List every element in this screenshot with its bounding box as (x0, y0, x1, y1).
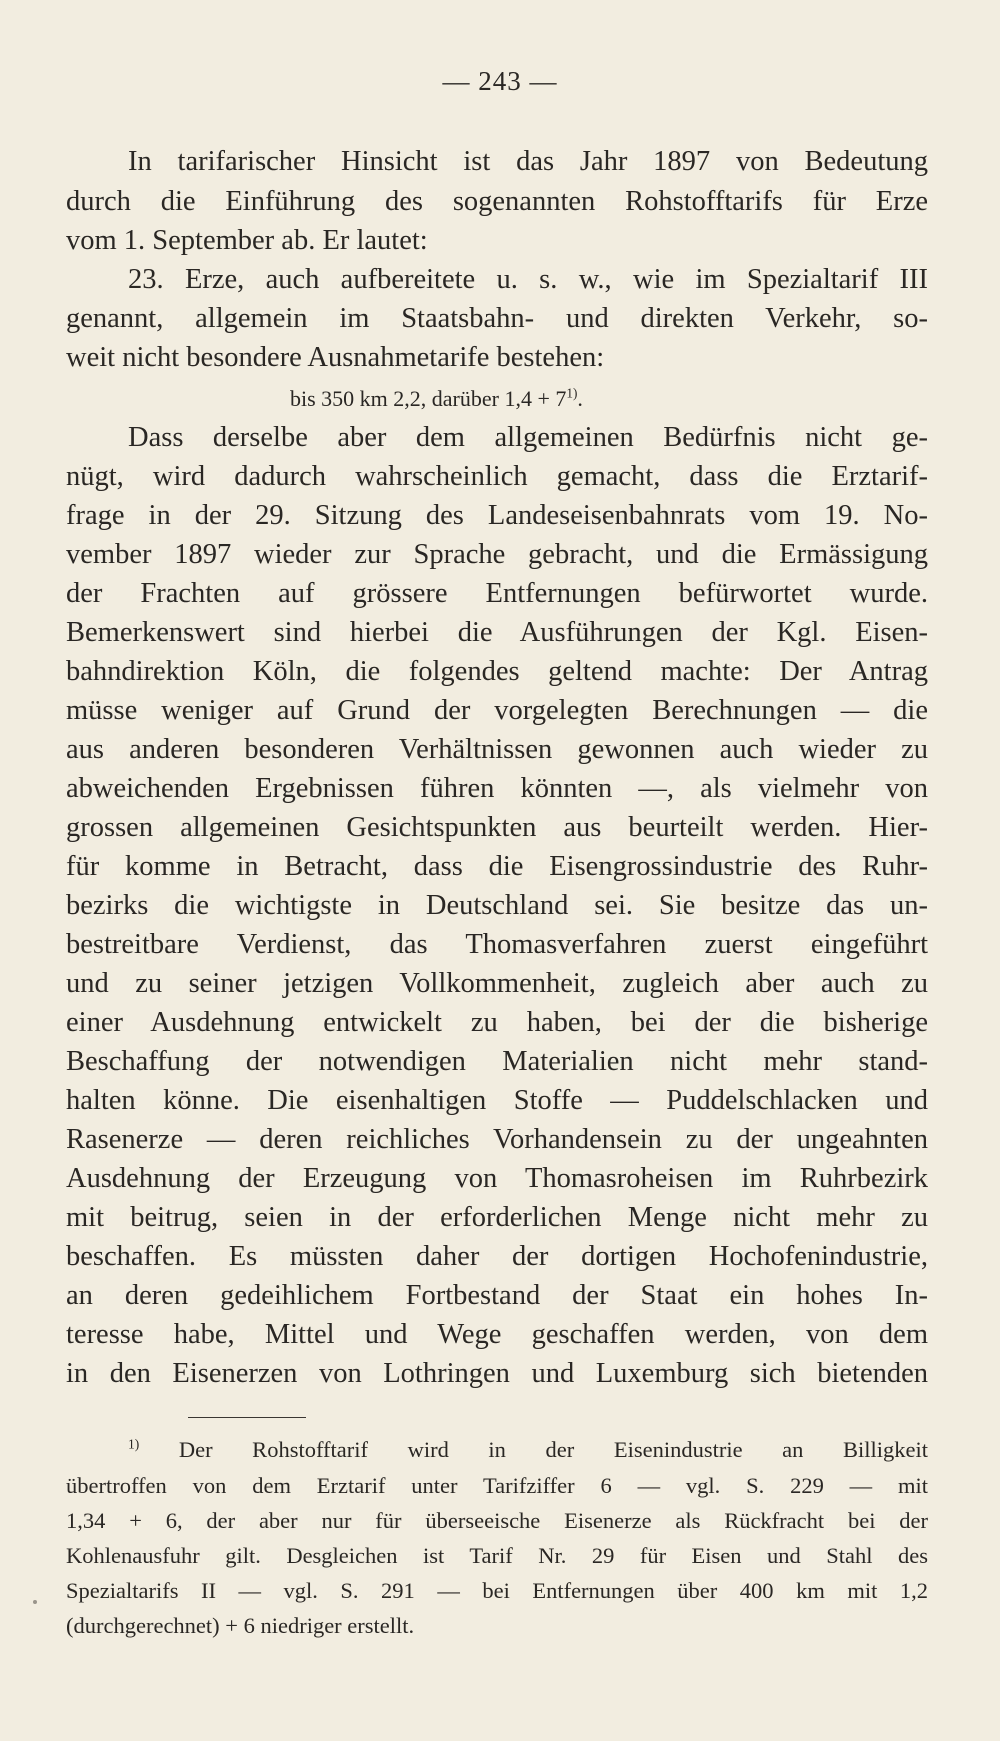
body-line: 23. Erze, auch aufbereitete u. s. w., wie im Spezialtarif III (128, 264, 928, 295)
body-line: mit beitrug, seien in der erforderlichen Menge nicht mehr zu (66, 1202, 928, 1233)
body-line: für komme in Betracht, dass die Eisengrossindustrie des Ruhr- (66, 851, 928, 882)
body-line: bahndirektion Köln, die folgendes geltend machte: Der Antrag (66, 656, 928, 687)
body-line: an deren gedeihlichem Fortbestand der Staat ein hohes In- (66, 1280, 928, 1311)
footnote-marker: 1) (128, 1436, 140, 1452)
body-line: halten könne. Die eisenhaltigen Stoffe — Puddelschlacken und (66, 1085, 928, 1116)
body-line: genannt, allgemein im Staatsbahn- und direkten Verkehr, so- (66, 303, 928, 334)
body-line: nügt, wird dadurch wahrscheinlich gemacht, dass die Erztarif- (66, 461, 928, 492)
body-line: teresse habe, Mittel und Wege geschaffen werden, von dem (66, 1319, 928, 1350)
body-line: vember 1897 wieder zur Sprache gebracht, und die Ermässigung (66, 539, 928, 570)
footnote-line: Kohlenausfuhr gilt. Desgleichen ist Tarif Nr. 29 für Eisen und Stahl des (66, 1543, 928, 1568)
footnote-divider (188, 1417, 306, 1418)
footnote-line: übertroffen von dem Erztarif unter Tarifziffer 6 — vgl. S. 229 — mit (66, 1473, 928, 1498)
footnote-line: (durchgerechnet) + 6 niedriger erstellt. (66, 1613, 415, 1638)
body-line: beschaffen. Es müssten daher der dortigen Hochofenindustrie, (66, 1241, 928, 1272)
footnote-line: $^{1)}$ Der Rohstofftarif wird in der Eisenindustrie an Billigkeit (128, 1436, 929, 1462)
body-line: Dass derselbe aber dem allgemeinen Bedürfnis nicht ge- (128, 422, 928, 453)
body-line: aus anderen besonderen Verhältnissen gewonnen auch wieder zu (66, 734, 928, 765)
footnote-line: Spezialtarifs II — vgl. S. 291 — bei Entfernungen über 400 km mit 1,2 (66, 1578, 928, 1603)
body-line: der Frachten auf grössere Entfernungen befürwortet wurde. (66, 578, 928, 609)
body-line: in den Eisenerzen von Lothringen und Luxemburg sich bietenden (66, 1358, 928, 1389)
body-line: vom 1. September ab. Er lautet: (66, 225, 428, 256)
body-line: müsse weniger auf Grund der vorgelegten Berechnungen — die (66, 695, 928, 726)
body-line: Rasenerze — deren reichliches Vorhandensein zu der ungeahnten (66, 1124, 928, 1155)
body-line: abweichenden Ergebnissen führen könnten —, als vielmehr von (66, 773, 928, 804)
body-line: frage in der 29. Sitzung des Landeseisenbahnrats vom 19. No- (66, 500, 928, 531)
body-line: durch die Einführung des sogenannten Rohstofftarifs für Erze (66, 186, 928, 217)
body-line: Beschaffung der notwendigen Materialien nicht mehr stand- (66, 1046, 928, 1077)
footnote-reference: 1) (566, 385, 578, 401)
body-line: Ausdehnung der Erzeugung von Thomasroheisen im Ruhrbezirk (66, 1163, 928, 1194)
body-line: weit nicht besondere Ausnahmetarife bestehen: (66, 342, 605, 373)
body-line: grossen allgemeinen Gesichtspunkten aus beurteilt werden. Hier- (66, 812, 928, 843)
body-line: bestreitbare Verdienst, das Thomasverfahren zuerst eingeführt (66, 929, 928, 960)
tariff-rate-line: bis 350 km 2,2, darüber $1,4 + 7^{1)}$. (290, 385, 583, 411)
body-line: bezirks die wichtigste in Deutschland sei. Sie besitze das un- (66, 890, 928, 921)
body-line: Bemerkenswert sind hierbei die Ausführungen der Kgl. Eisen- (66, 617, 928, 648)
page-number: — 243 — (442, 66, 558, 96)
body-line: einer Ausdehnung entwickelt zu haben, bei der die bisherige (66, 1007, 928, 1038)
footnote-line: 1,34 + 6, der aber nur für überseeische Eisenerze als Rückfracht bei der (66, 1508, 928, 1533)
margin-dot (33, 1600, 37, 1604)
body-line: und zu seiner jetzigen Vollkommenheit, zugleich aber auch zu (66, 968, 928, 999)
body-line: In tarifarischer Hinsicht ist das Jahr 1897 von Bedeutung (128, 146, 928, 177)
